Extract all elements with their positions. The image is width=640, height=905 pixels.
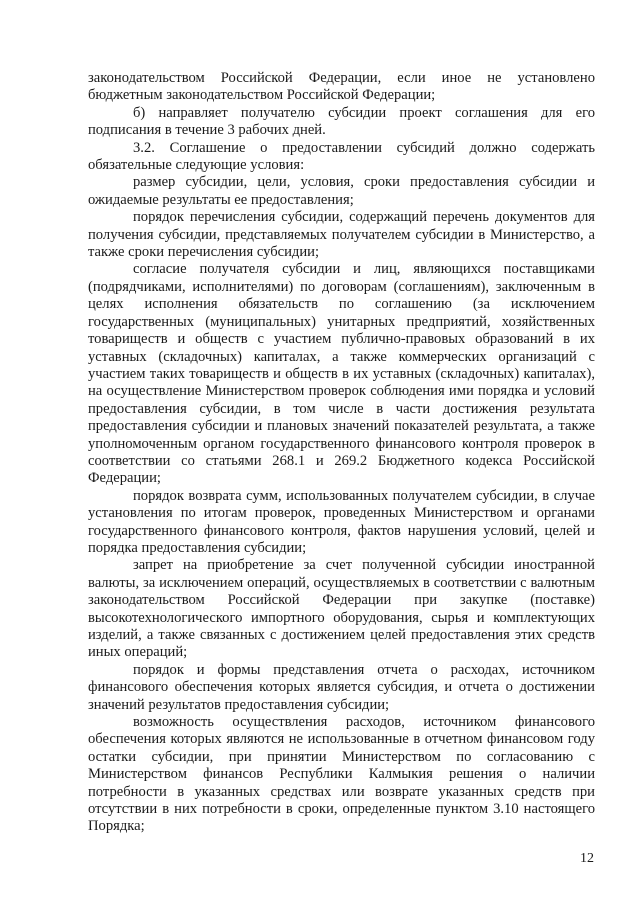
paragraph-condition-transfer-order: порядок перечисления субсидии, содержащий перечень документов для получения субсидии, представляемых получателем субсидии в Министерство, а также сроки перечисления субсидии; bbox=[88, 209, 595, 261]
paragraph-condition-consent: согласие получателя субсидии и лиц, являющихся поставщиками (подрядчиками, исполнителями) по договорам (соглашениям), заключенным в целях исполнения обязательств по соглашению (за исключением государственных (муниципальных) унитарных предприятий, хозяйственных товариществ и обществ с участием публично-правовых образований в их уставных (складочных) капиталах, а также коммерческих организаций с участием таких товариществ и обществ в их уставных (складочных) капиталах), на осуществление Министерством проверок соблюдения ими порядка и условий предоставления субсидии, в том числе в части достижения результата предоставления субсидии и плановых значений показателей результата, а также уполномоченным органом государственного финансового контроля проверок в соответствии со статьями 268.1 и 269.2 Бюджетного кодекса Российской Федерации; bbox=[88, 261, 595, 487]
paragraph-condition-size: размер субсидии, цели, условия, сроки предоставления субсидии и ожидаемые результаты ее предоставления; bbox=[88, 174, 595, 208]
paragraph-condition-reporting: порядок и формы представления отчета о расходах, источником финансового обеспечения которых является субсидия, и отчета о достижении значений результатов предоставления субсидии; bbox=[88, 661, 595, 713]
paragraph-condition-return: порядок возврата сумм, использованных получателем субсидии, в случае установления по итогам проверок, проведенных Министерством и органами государственного финансового контроля, фактов нарушения условий, целей и порядка предоставления субсидии; bbox=[88, 487, 595, 556]
paragraph-condition-remainders: возможность осуществления расходов, источником финансового обеспечения которых являются не использованные в отчетном финансовом году остатки субсидии, при принятии Министерством по согласованию с Министерством финансов Республики Калмыкия решения о наличии потребности в указанных средствах или возврате указанных средств при отсутствии в них потребности в сроки, определенные пунктом 3.10 настоящего Порядка; bbox=[88, 714, 595, 835]
page-number: 12 bbox=[580, 851, 594, 866]
paragraph-item-b: б) направляет получателю субсидии проект соглашения для его подписания в течение 3 рабочих дней. bbox=[88, 104, 595, 139]
paragraph-continuation: законодательством Российской Федерации, если иное не установлено бюджетным законодательством Российской Федерации; bbox=[88, 70, 595, 104]
document-body bbox=[88, 70, 595, 836]
paragraph-condition-currency-ban: запрет на приобретение за счет полученной субсидии иностранной валюты, за исключением операций, осуществляемых в соответствии с валютным законодательством Российской Федерации при закупке (поставке) высокотехнологического импортного оборудования, сырья и комплектующих изделий, а также связанных с достижением целей предоставления этих средств иных операций; bbox=[88, 557, 595, 661]
paragraph-3-2: 3.2. Соглашение о предоставлении субсидий должно содержать обязательные следующие условия: bbox=[88, 139, 595, 174]
